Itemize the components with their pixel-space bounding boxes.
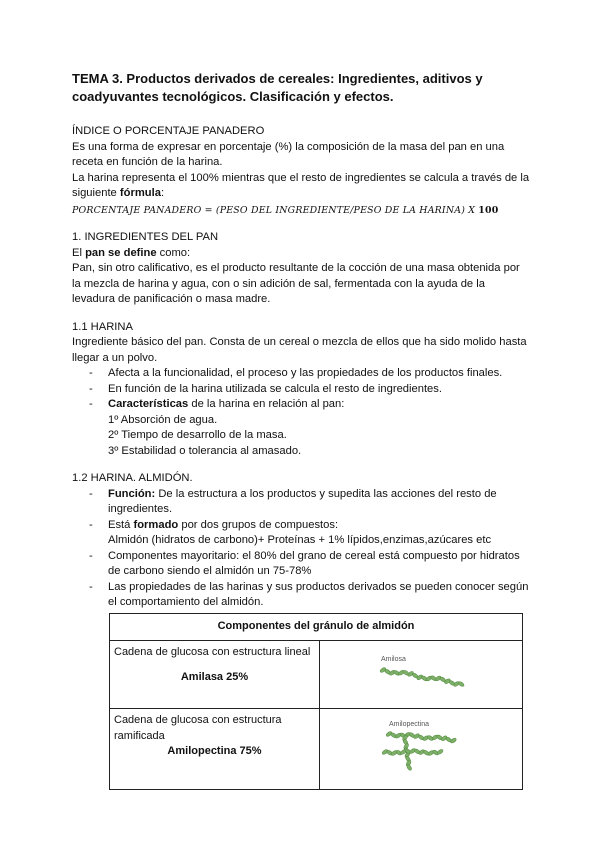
document-page xyxy=(72,70,530,790)
amilopectina-label: Amilopectina 75% xyxy=(167,745,262,757)
formula: PORCENTAJE PANADERO = (PESO DEL INGREDIENTE/PESO DE LA HARINA) X 100 xyxy=(72,204,499,216)
list-item: - Función: De la estructura a los productos y supedita las acciones del resto de ingredientes. xyxy=(72,487,530,518)
paragraph: Ingrediente básico del pan. Consta de un cereal o mezcla de ellos que ha sido molido hasta llegar a un polvo. xyxy=(72,336,527,364)
list-subitem: 3º Estabilidad o tolerancia al amasado. xyxy=(108,444,302,457)
list-subitem: 1º Absorción de agua. xyxy=(108,413,218,426)
bullet-list xyxy=(72,366,530,413)
table-cell xyxy=(320,709,523,790)
heading-porcentaje: ÍNDICE O PORCENTAJE PANADERO xyxy=(72,125,265,137)
list-item: - Las propiedades de las harinas y sus productos derivados se pueden conocer según el comportamiento del almidón. xyxy=(72,580,530,611)
list-subitem: Almidón (hidratos de carbono)+ Proteínas + 1% lípidos,enzimas,azúcares etc xyxy=(108,534,492,546)
table-cell: Cadena de glucosa con estructura ramificada Amilopectina 75% xyxy=(110,709,320,790)
list-item: - Componentes mayoritario: el 80% del grano de cereal está compuesto por hidratos de carbono siendo el almidón un 75-78% xyxy=(72,549,530,580)
heading-almidon: 1.2 HARINA. ALMIDÓN. xyxy=(72,472,193,484)
list-item: - Afecta a la funcionalidad, el proceso y las propiedades de los productos finales. xyxy=(72,366,530,382)
table-cell xyxy=(320,640,523,709)
table-row xyxy=(110,640,523,709)
paragraph: La harina representa el 100% mientras que el resto de ingredientes se calcula a través de la siguiente fórmula: xyxy=(72,171,530,199)
amylose-chain-image xyxy=(321,642,521,702)
paragraph: El pan se define como: xyxy=(72,246,191,259)
starch-table xyxy=(109,613,523,790)
list-subitem: 2º Tiempo de desarrollo de la masa. xyxy=(108,429,287,441)
amylose-chain xyxy=(379,666,465,687)
paragraph: Es una forma de expresar en porcentaje (%) la composición de la masa del pan en una receta en función de la harina. xyxy=(72,140,505,168)
table-header: Componentes del gránulo de almidón xyxy=(110,613,523,640)
amilosa-label: Amilasa 25% xyxy=(180,671,249,683)
bullet-list xyxy=(72,487,530,534)
amylopectin-chain xyxy=(381,731,457,771)
list-item: - Características de la harina en relación al pan: xyxy=(72,397,530,413)
table-cell: Cadena de glucosa con estructura lineal Amilasa 25% xyxy=(110,640,320,709)
table-row xyxy=(110,709,523,790)
heading-ingredientes: 1. INGREDIENTES DEL PAN xyxy=(72,231,219,243)
list-item: - En función de la harina utilizada se calcula el resto de ingredientes. xyxy=(72,382,530,398)
bullet-list xyxy=(72,549,530,611)
page-title: TEMA 3. Productos derivados de cereales: Ingredientes, aditivos y coadyuvantes tecnológicos. Clasificación y efectos. xyxy=(72,71,483,104)
amylose-image-label: Amilosa xyxy=(381,655,406,663)
glucose-unit xyxy=(450,737,457,744)
amylopectin-image-label: Amilopectina xyxy=(389,721,430,728)
paragraph: Pan, sin otro calificativo, es el producto resultante de la cocción de una masa obtenida por la mezcla de harina y agua, con o sin adición de sal, fermentada con la ayuda de la levadura de panificación o masa madre. xyxy=(72,262,520,305)
heading-harina: 1.1 HARINA xyxy=(72,320,133,333)
list-item: - Está formado por dos grupos de compuestos: xyxy=(72,518,530,534)
amylopectin-chain-image xyxy=(321,710,521,782)
